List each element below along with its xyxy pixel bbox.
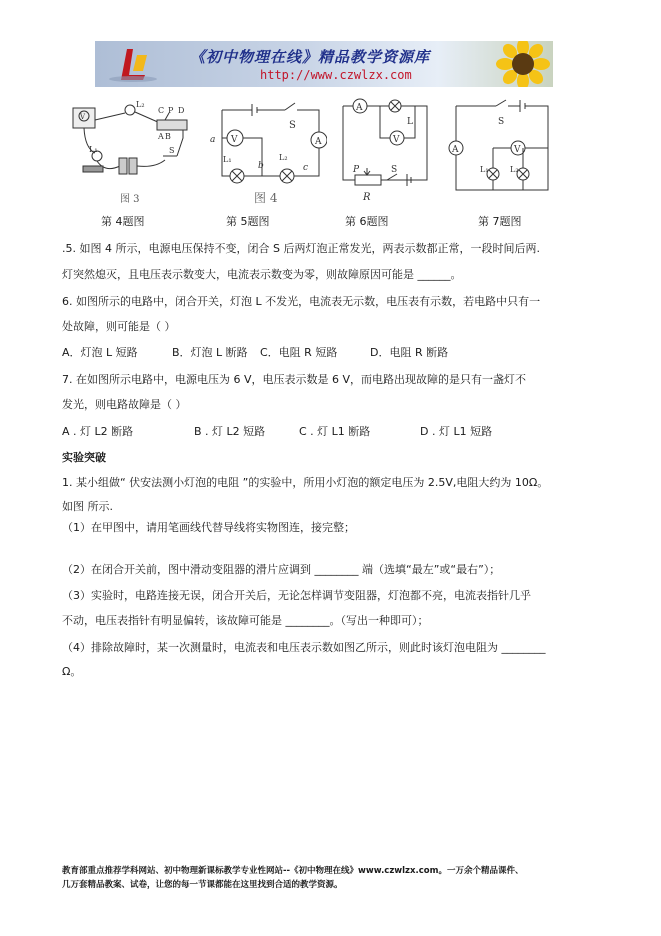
fig6-label-s: S <box>391 165 398 175</box>
fig4-label-c: C <box>158 106 165 115</box>
figure-6-circuit <box>335 98 435 213</box>
experiment-intro-line-2: 如图 所示. <box>62 500 113 513</box>
section-heading: 实验突破 <box>62 451 106 464</box>
fig4-label-b: B <box>165 132 171 141</box>
fig5-figure-label: 图 4 <box>254 191 278 205</box>
fig5-label-voltmeter: V <box>231 135 238 145</box>
question-7-line-2: 发光，则电路故障是（ ） <box>62 398 187 411</box>
fig5-label-a: a <box>210 135 216 145</box>
fig5-label-ammeter: A <box>315 137 322 147</box>
question-6-line-1: 6. 如图所示的电路中，闭合开关，灯泡 L 不发光，电流表无示数，电压表有示数，若电路中只有一 <box>62 295 541 308</box>
fig4-label-v: V <box>80 113 86 121</box>
question-7-line-1: 7. 在如图所示电路中，电源电压为 6 V，电压表示数是 6 V，而电路出现故障的是只有一盏灯不 <box>62 373 527 386</box>
question-7-option-a: A . 灯 L2 断路 <box>62 425 134 438</box>
fig4-label-l2: L₂ <box>136 100 145 109</box>
question-6-option-c: C．电阻 R 短路 <box>260 346 338 359</box>
figure-7-circuit <box>448 98 558 213</box>
question-6-option-d: D．电阻 R 断路 <box>370 346 449 359</box>
fig5-label-l1: L₁ <box>223 155 232 164</box>
fig4-label-s: S <box>169 146 175 155</box>
header-banner <box>95 41 553 87</box>
question-6-line-2: 处故障，则可能是（ ） <box>62 320 176 333</box>
caption-q5: 第 5题图 <box>226 215 270 228</box>
footer-line-1: 教育部重点推荐学科网站、初中物理新课标教学专业性网站--《初中物理在线》www.czwlzx.com。一万余个精品课件、 <box>62 866 524 876</box>
experiment-step-1: （1）在甲图中，请用笔画线代替导线将实物图连，接完整； <box>62 521 355 534</box>
experiment-intro-line-1: 1. 某小组做“ 伏安法测小灯泡的电阻 ”的实验中，所用小灯泡的额定电压为 2.5V,电阻大约为 10Ω。 <box>62 476 549 489</box>
experiment-step-4-line-1: （4）排除故障时，某一次测量时，电流表和电压表示数如图乙所示，则此时该灯泡电阻为 ________ <box>62 641 546 654</box>
fig4-label-a: A <box>158 132 164 141</box>
footer-line-2: 几万套精品教案、试卷，让您的每一节课都能在这里找到合适的教学资源。 <box>62 880 343 890</box>
fig7-label-ammeter: A <box>452 145 459 155</box>
experiment-step-3-line-2: 不动，电压表指针有明显偏转，该故障可能是 ________。（写出一种即可）； <box>62 614 429 627</box>
experiment-step-4-line-2: Ω。 <box>62 665 82 678</box>
fig7-label-s: S <box>498 117 505 127</box>
fig5-label-b: b <box>258 161 264 171</box>
experiment-step-3-line-1: （3）实验时，电路连接无误，闭合开关后，无论怎样调节变阻器，灯泡都不亮，电流表指针几乎 <box>62 589 531 602</box>
banner-title: 《初中物理在线》精品教学资源库 <box>190 48 431 66</box>
question-6-option-b: B．灯泡 L 断路 <box>172 346 248 359</box>
fig5-label-s: S <box>289 120 296 131</box>
fig6-label-r: R <box>363 192 371 203</box>
fig4-label-d: D <box>178 106 185 115</box>
experiment-step-2: （2）在闭合开关前，图中滑动变阻器的滑片应调到 ________ 端（选填“最左”或“最右”）； <box>62 563 501 576</box>
question-7-option-d: D . 灯 L1 短路 <box>420 425 493 438</box>
caption-q4: 第 4题图 <box>101 215 145 228</box>
fig6-label-l: L <box>407 117 413 127</box>
caption-q7: 第 7题图 <box>478 215 522 228</box>
caption-q6: 第 6题图 <box>345 215 389 228</box>
figure-5-circuit <box>207 98 327 213</box>
fig7-label-l1: L₁ <box>480 165 489 174</box>
fig4-label-l1: L₁ <box>89 145 98 154</box>
question-7-option-c: C . 灯 L1 断路 <box>299 425 371 438</box>
fig7-label-voltmeter: V <box>514 145 521 155</box>
question-7-option-b: B . 灯 L2 短路 <box>194 425 266 438</box>
fig6-label-p: P <box>353 165 360 175</box>
fig5-label-l2: L₂ <box>279 153 288 162</box>
fig5-label-c: c <box>303 163 309 173</box>
logo-icon <box>103 45 163 83</box>
fig4-figure-label: 图 3 <box>120 194 140 205</box>
fig6-label-voltmeter: V <box>393 135 400 145</box>
question-5-line-2: 灯突然熄灭，且电压表示数变大，电流表示数变为零，则故障原因可能是 ______。 <box>62 268 462 281</box>
question-5-line-1: .5. 如图 4 所示，电源电压保持不变，闭合 S 后两灯泡正常发光，两表示数都正常，一段时间后两. <box>62 242 540 255</box>
figure-4-apparatus <box>65 98 195 213</box>
sunflower-icon <box>493 41 553 87</box>
fig4-label-p: P <box>168 106 174 115</box>
banner-url[interactable]: http://www.czwlzx.com <box>260 68 412 82</box>
fig6-label-ammeter: A <box>356 103 363 113</box>
question-6-option-a: A．灯泡 L 短路 <box>62 346 138 359</box>
fig7-label-l2: L₂ <box>510 165 519 174</box>
